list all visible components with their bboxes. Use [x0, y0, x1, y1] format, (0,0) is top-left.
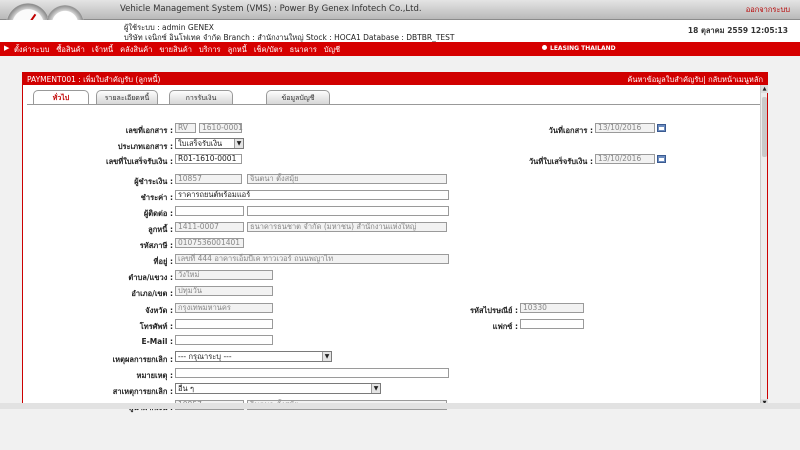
- note-label: หมายเหตุ :: [136, 371, 173, 380]
- tab-payment[interactable]: การรับเงิน: [169, 90, 233, 104]
- payment-panel: [22, 72, 768, 406]
- fax-field[interactable]: [520, 319, 584, 329]
- postal-field: 10330: [520, 303, 584, 313]
- payer-name-field: จินตนา ตั้งสมุ้ย: [247, 174, 447, 184]
- email-label: E-Mail :: [141, 337, 173, 346]
- receipt-no-label: เลขที่ใบเสร็จรับเงิน :: [106, 157, 173, 166]
- contact-name-field[interactable]: [247, 206, 449, 216]
- note-field[interactable]: [175, 368, 449, 378]
- tab-account[interactable]: ข้อมูลบัญชี: [266, 90, 330, 104]
- fax-label: แฟกซ์ :: [492, 322, 518, 331]
- scroll-up-icon[interactable]: ▲: [762, 86, 767, 92]
- calendar-icon[interactable]: [657, 155, 666, 163]
- contact-code-field[interactable]: [175, 206, 244, 216]
- vertical-scrollbar[interactable]: [760, 85, 767, 407]
- email-field[interactable]: [175, 335, 273, 345]
- horizontal-scrollbar[interactable]: [0, 403, 800, 409]
- menu-item-creditor[interactable]: เจ้าหนี้: [91, 45, 114, 54]
- taxid-field: 0107536001401: [175, 238, 244, 248]
- window-titlebar: [0, 0, 800, 20]
- doc-type-value: ใบเสร็จรับเงิน: [178, 139, 223, 148]
- chevron-down-icon: ▼: [234, 139, 243, 148]
- doc-no-field: 1610-0001: [199, 123, 242, 133]
- main-menu: [0, 42, 800, 56]
- company-branch-info: บริษัท เจนิกซ์ อินโฟเทค จำกัด Branch : สำนักงานใหญ่ Stock : HOCA1 Database : DBTBR_TEST: [124, 33, 455, 42]
- tab-general[interactable]: ทั่วไป: [33, 90, 89, 104]
- menu-item-sales[interactable]: ขายสินค้า: [159, 45, 193, 54]
- menu-arrow-icon: ▶: [4, 44, 10, 52]
- doc-date-field: 13/10/2016: [595, 123, 655, 133]
- tab-debt-details[interactable]: รายละเอียดหนี้: [96, 90, 158, 104]
- cancel-reason-select[interactable]: [175, 351, 332, 362]
- panel-title: PAYMENT001 : เพิ่มใบสำคัญรับ (ลูกหนี้): [27, 75, 161, 84]
- doc-prefix-field: RV: [175, 123, 196, 133]
- menu-item-accounting[interactable]: บัญชี: [323, 45, 341, 54]
- leasing-text: LEASING THAILAND: [550, 45, 616, 52]
- doc-type-select[interactable]: [175, 138, 244, 149]
- phone-label: โทรศัพท์ :: [139, 322, 173, 331]
- district-label: อำเภอ/เขต :: [131, 289, 173, 298]
- doc-date-label: วันที่เอกสาร :: [548, 126, 593, 135]
- receipt-date-field: 13/10/2016: [595, 154, 655, 164]
- debtor-code-field: 1411-0007: [175, 222, 244, 232]
- payer-label: ผู้ชำระเงิน :: [134, 177, 173, 186]
- district-field: ปทุมวัน: [175, 286, 273, 296]
- cancel-cause-label: สาเหตุการยกเลิก :: [112, 387, 173, 396]
- cancel-reason-label: เหตุผลการยกเลิก :: [112, 355, 173, 364]
- chevron-down-icon: ▼: [322, 352, 331, 361]
- payfor-field[interactable]: ราคารถยนต์พร้อมแอร์: [175, 190, 449, 200]
- tab-underline: [27, 104, 762, 105]
- menu-item-debtor[interactable]: ลูกหนี้: [227, 45, 247, 54]
- doc-type-label: ประเภทเอกสาร :: [117, 142, 173, 151]
- menu-item-bank[interactable]: ธนาคาร: [289, 45, 317, 54]
- province-label: จังหวัด :: [145, 306, 173, 315]
- payfor-label: ชำระค่า :: [140, 193, 173, 202]
- chevron-down-icon: ▼: [371, 384, 380, 393]
- postal-label: รหัสไปรษณีย์ :: [469, 306, 518, 315]
- panel-links[interactable]: ค้นหาข้อมูลใบสำคัญรับ| กลับหน้าเมนูหลัก: [627, 75, 763, 84]
- cancel-cause-value: อื่น ๆ: [178, 384, 195, 393]
- window-title: Vehicle Management System (VMS) : Power By Genex Infotech Co.,Ltd.: [120, 4, 422, 14]
- taxid-label: รหัสภาษี :: [139, 241, 173, 250]
- scroll-thumb[interactable]: [762, 97, 767, 157]
- phone-field[interactable]: [175, 319, 273, 329]
- debtor-name-field: ธนาคารธนชาต จำกัด (มหาชน) สำนักงานแห่งใหญ่: [247, 222, 447, 232]
- menu-item-service[interactable]: บริการ: [199, 45, 221, 54]
- doc-no-label: เลขที่เอกสาร :: [125, 126, 173, 135]
- receipt-no-field[interactable]: R01-1610-0001: [175, 154, 242, 164]
- menu-item-settings[interactable]: ตั้งค่าระบบ: [14, 45, 50, 54]
- cancel-reason-value: --- กรุณาระบุ ---: [178, 352, 232, 361]
- address-label: ที่อยู่ :: [153, 257, 173, 266]
- province-field: กรุงเทพมหานคร: [175, 303, 273, 313]
- current-user: ผู้ใช้ระบบ : admin GENEX: [124, 23, 214, 32]
- receipt-date-label: วันที่ใบเสร็จรับเงิน :: [528, 157, 593, 166]
- session-info: [0, 20, 800, 42]
- contact-label: ผู้ติดต่อ :: [143, 209, 173, 218]
- menu-item-purchase[interactable]: ซื้อสินค้า: [56, 45, 85, 54]
- subdistrict-label: ตำบล/แขวง :: [128, 273, 173, 282]
- calendar-icon[interactable]: [657, 124, 666, 132]
- logout-link[interactable]: ออกจากระบบ: [745, 5, 790, 14]
- panel-header: [23, 73, 767, 85]
- cancel-cause-select[interactable]: [175, 383, 381, 394]
- menu-item-cheque[interactable]: เช็ค/บัตร: [253, 45, 283, 54]
- payer-code-field: 10857: [175, 174, 242, 184]
- debtor-label: ลูกหนี้ :: [148, 225, 173, 234]
- address-field: เลขที่ 444 อาคารเอ็มบีเค ทาวเวอร์ ถนนพญาไท: [175, 254, 449, 264]
- subdistrict-field: วังใหม่: [175, 270, 273, 280]
- leasing-label: [542, 45, 616, 52]
- bullet-icon: [542, 45, 547, 50]
- page-body: [0, 56, 800, 450]
- current-datetime: 18 ตุลาคม 2559 12:05:13: [687, 26, 788, 35]
- menu-item-inventory[interactable]: คลังสินค้า: [120, 45, 153, 54]
